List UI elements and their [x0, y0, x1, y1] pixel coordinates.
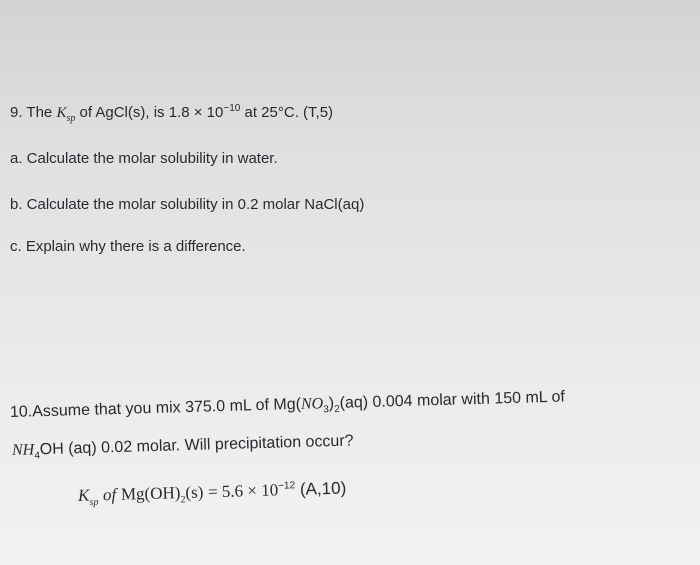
- question-10-line-1: 10.Assume that you mix 375.0 mL of $Mg(NO_3)_2(aq)$ 0.004 molar with 150 mL of: [9, 388, 566, 421]
- q9-prefix: 9. The: [10, 104, 53, 121]
- question-10-line-2: $NH_4OH$ (aq) 0.02 molar. Will precipitation occur?: [11, 432, 354, 462]
- ksp-symbol: $K_{sp}$: [56, 105, 76, 124]
- q9-of-text: of AgCl(s), is 1.8 × 10: [79, 104, 224, 121]
- q9-rest: at 25°C. (T,5): [244, 104, 334, 121]
- question-9b: b. Calculate the molar solubility in 0.2 molar NaCl(aq): [10, 196, 365, 213]
- ksp-symbol-10: $K_{sp}$: [77, 485, 99, 509]
- question-10-ksp: $K_{sp}$ of $Mg(OH)_2(s) = 5.6 \times 10^{-12}$ (A,10): [77, 478, 347, 509]
- q9-exponent: −10: [223, 103, 241, 114]
- question-9c: c. Explain why there is a difference.: [10, 238, 246, 255]
- question-9a: a. Calculate the molar solubility in water.: [10, 150, 278, 167]
- question-9: [10, 104, 333, 122]
